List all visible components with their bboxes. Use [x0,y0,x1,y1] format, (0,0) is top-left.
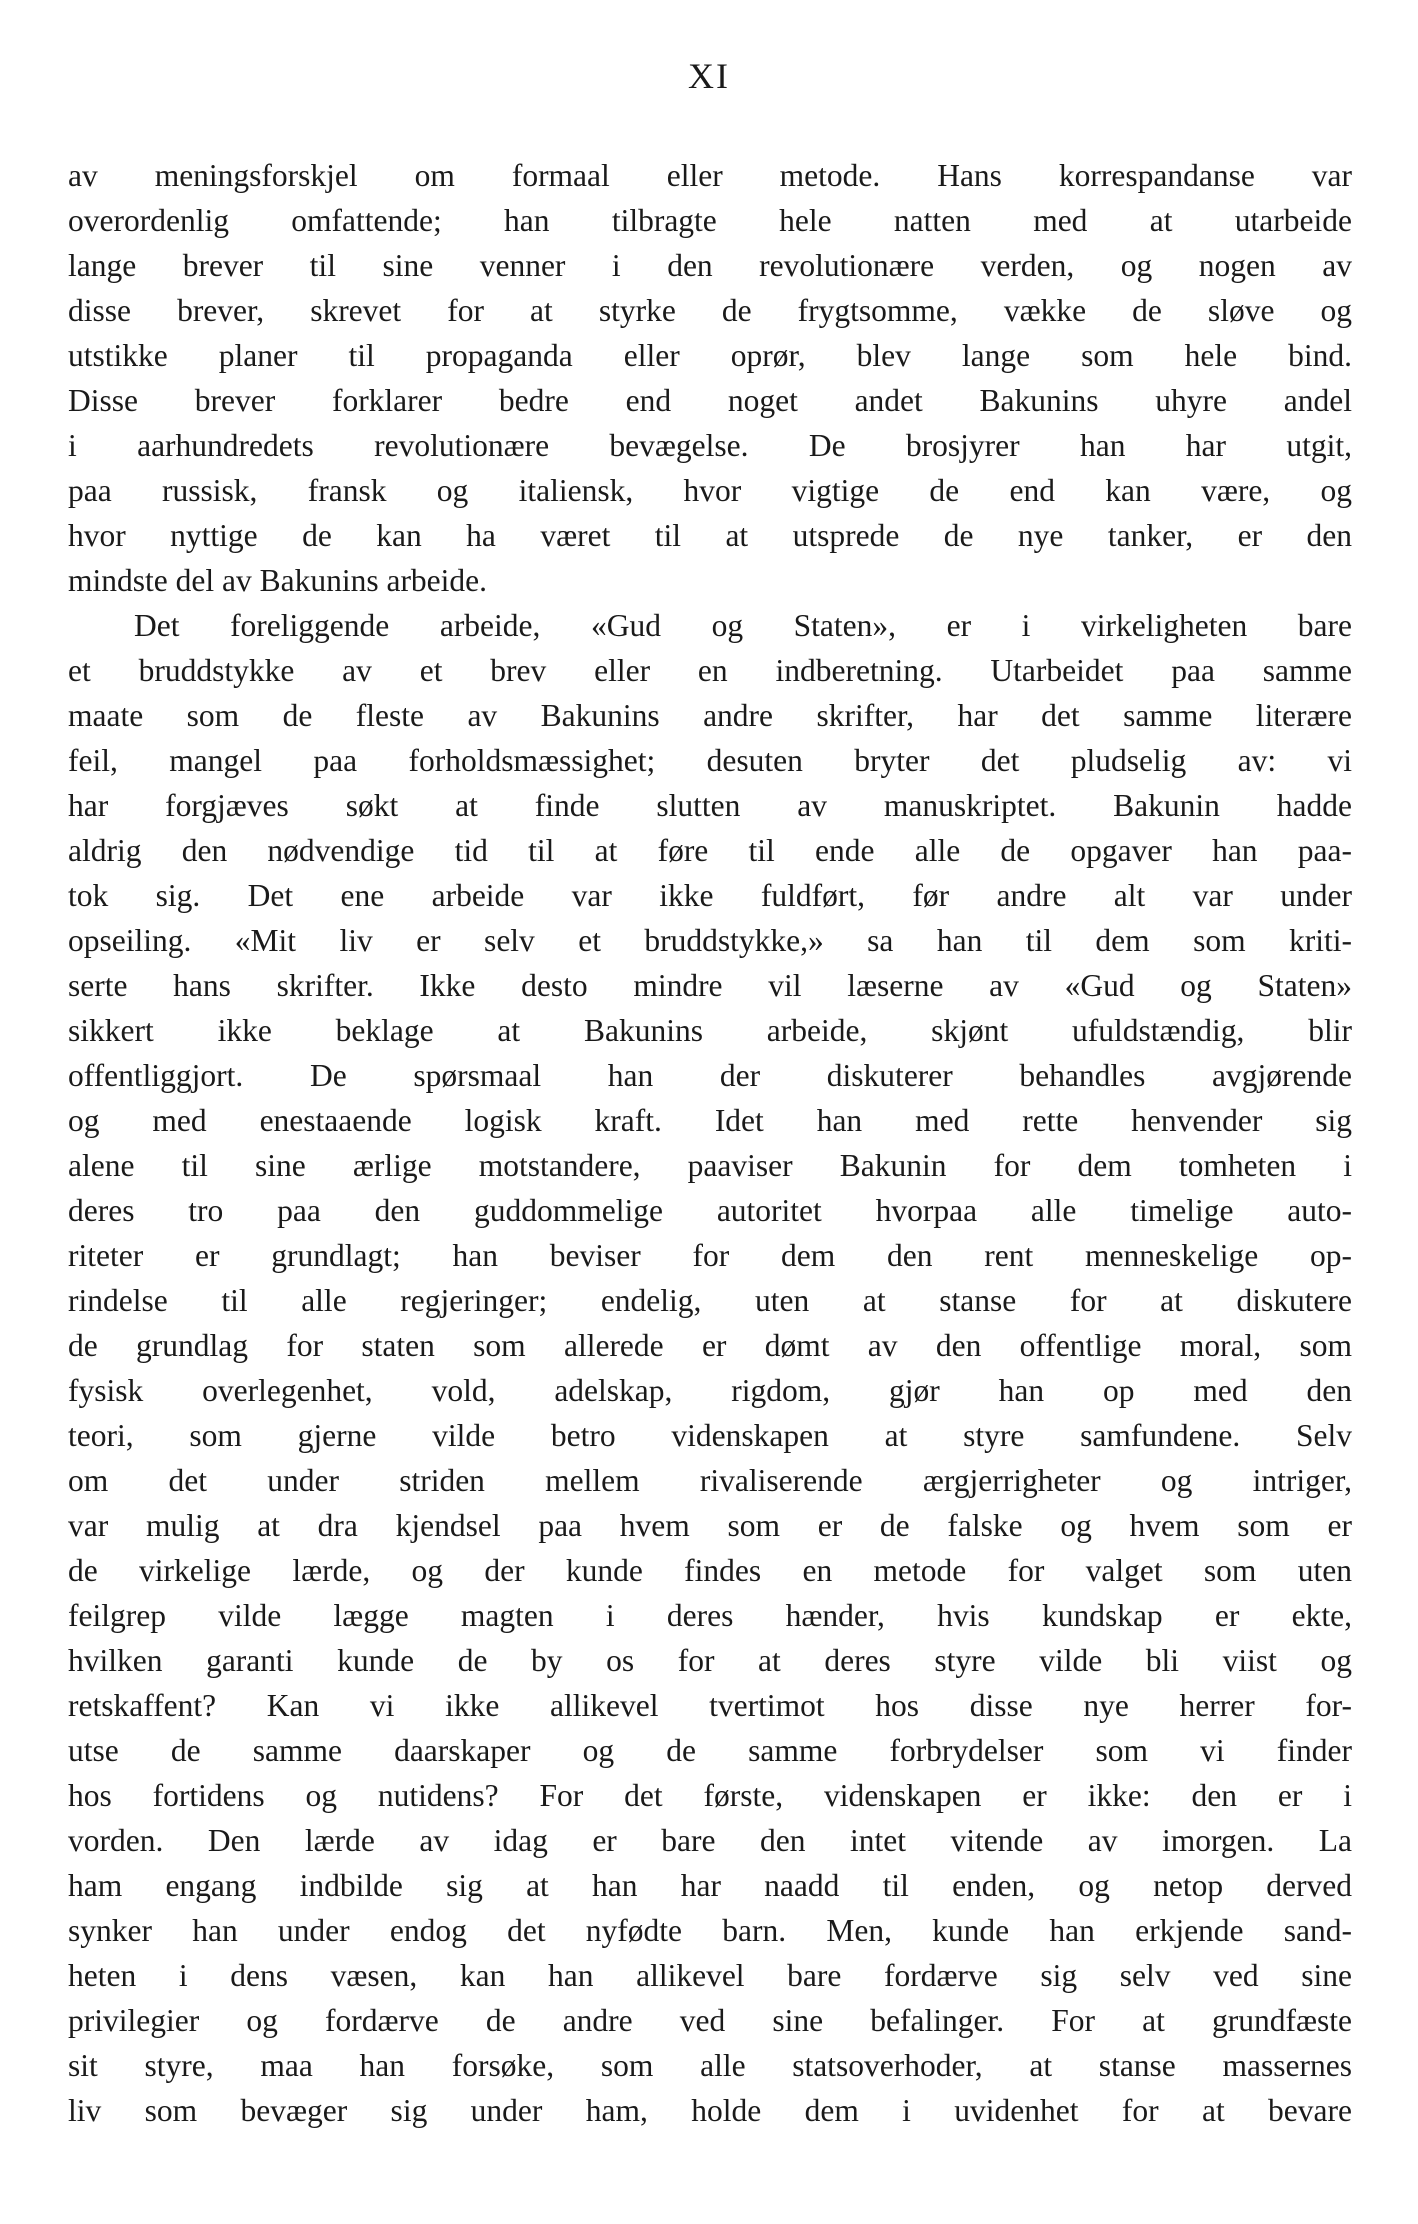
text-line: retskaffent? Kan vi ikke allikevel tvertimot hos disse nye herrer for- [68,1688,1352,1723]
text-line: i aarhundredets revolutionære bevægelse. De brosjyrer han har utgit, [68,428,1352,463]
text-line: lange brever til sine venner i den revolutionære verden, og nogen av [68,248,1352,283]
text-line: ham engang indbilde sig at han har naadd til enden, og netop derved [68,1868,1352,1903]
text-line: har forgjæves søkt at finde slutten av manuskriptet. Bakunin hadde [68,788,1352,823]
body-text [68,153,1352,2133]
text-line: riteter er grundlagt; han beviser for dem den rent menneskelige op- [68,1238,1352,1273]
text-line: overordenlig omfattende; han tilbragte hele natten med at utarbeide [68,203,1352,238]
text-line: Disse brever forklarer bedre end noget andet Bakunins uhyre andel [68,383,1352,418]
text-line: deres tro paa den guddommelige autoritet hvorpaa alle timelige auto- [68,1193,1352,1228]
text-line: fysisk overlegenhet, vold, adelskap, rigdom, gjør han op med den [68,1373,1352,1408]
text-line: disse brever, skrevet for at styrke de frygtsomme, vække de sløve og [68,293,1352,328]
text-line: offentliggjort. De spørsmaal han der diskuterer behandles avgjørende [68,1058,1352,1093]
text-line: et bruddstykke av et brev eller en indberetning. Utarbeidet paa samme [68,653,1352,688]
text-line: paa russisk, fransk og italiensk, hvor vigtige de end kan være, og [68,473,1352,508]
text-line: sikkert ikke beklage at Bakunins arbeide, skjønt ufuldstændig, blir [68,1013,1352,1048]
text-line: og med enestaaende logisk kraft. Idet han med rette henvender sig [68,1103,1352,1138]
text-line: av meningsforskjel om formaal eller metode. Hans korrespandanse var [68,158,1352,193]
text-line: de virkelige lærde, og der kunde findes en metode for valget som uten [68,1553,1352,1588]
text-line: var mulig at dra kjendsel paa hvem som er de falske og hvem som er [68,1508,1352,1543]
text-line: liv som bevæger sig under ham, holde dem i uvidenhet for at bevare [68,2093,1352,2128]
text-line: teori, som gjerne vilde betro videnskapen at styre samfundene. Selv [68,1418,1352,1453]
text-line: hos fortidens og nutidens? For det første, videnskapen er ikke: den er i [68,1778,1352,1813]
text-line: de grundlag for staten som allerede er dømt av den offentlige moral, som [68,1328,1352,1363]
text-line: feil, mangel paa forholdsmæssighet; desuten bryter det pludselig av: vi [68,743,1352,778]
text-line: aldrig den nødvendige tid til at føre til ende alle de opgaver han paa- [68,833,1352,868]
text-line: synker han under endog det nyfødte barn. Men, kunde han erkjende sand- [68,1913,1352,1948]
text-line: hvilken garanti kunde de by os for at deres styre vilde bli viist og [68,1643,1352,1678]
text-line: mindste del av Bakunins arbeide. [68,563,488,598]
text-line: hvor nyttige de kan ha været til at utsprede de nye tanker, er den [68,518,1352,553]
paragraph [68,153,1352,603]
text-line: feilgrep vilde lægge magten i deres hænder, hvis kundskap er ekte, [68,1598,1352,1633]
text-line: vorden. Den lærde av idag er bare den intet vitende av imorgen. La [68,1823,1352,1858]
text-line: alene til sine ærlige motstandere, paaviser Bakunin for dem tomheten i [68,1148,1352,1183]
text-line: Det foreliggende arbeide, «Gud og Staten», er i virkeligheten bare [134,608,1352,643]
text-line: maate som de fleste av Bakunins andre skrifter, har det samme literære [68,698,1352,733]
text-line: tok sig. Det ene arbeide var ikke fuldført, før andre alt var under [68,878,1352,913]
paragraph [68,603,1352,2133]
text-line: heten i dens væsen, kan han allikevel bare fordærve sig selv ved sine [68,1958,1352,1993]
text-line: sit styre, maa han forsøke, som alle statsoverhoder, at stanse massernes [68,2048,1352,2083]
text-line: opseiling. «Mit liv er selv et bruddstykke,» sa han til dem som kriti- [68,923,1352,958]
page-number: XI [688,56,730,96]
text-line: utstikke planer til propaganda eller oprør, blev lange som hele bind. [68,338,1352,373]
text-line: rindelse til alle regjeringer; endelig, uten at stanse for at diskutere [68,1283,1352,1318]
text-line: serte hans skrifter. Ikke desto mindre vil læserne av «Gud og Staten» [68,968,1352,1003]
text-line: utse de samme daarskaper og de samme forbrydelser som vi finder [68,1733,1352,1768]
text-line: om det under striden mellem rivaliserende ærgjerrigheter og intriger, [68,1463,1352,1498]
text-line: privilegier og fordærve de andre ved sine befalinger. For at grundfæste [68,2003,1352,2038]
